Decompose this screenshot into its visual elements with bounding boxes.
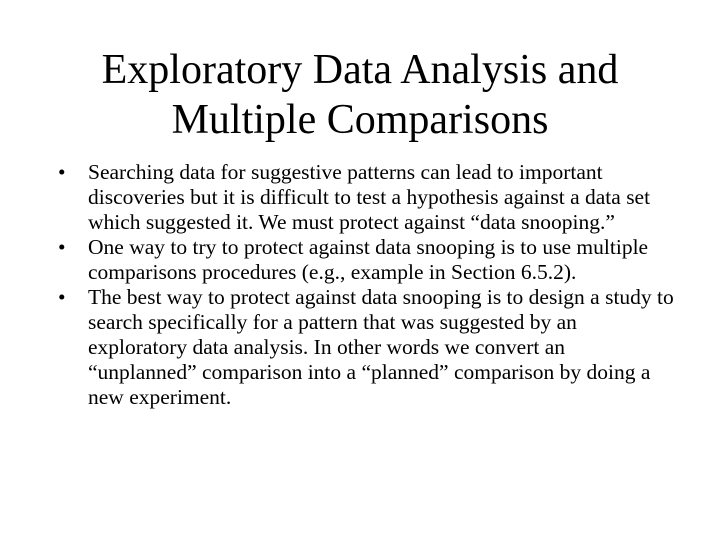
slide-title bbox=[40, 45, 680, 145]
bullet-item-2 bbox=[58, 235, 678, 285]
bullet-text: One way to try to protect against data snooping is to use multiple comparisons procedures (e.g., example in Section 6.5.2). bbox=[88, 235, 649, 284]
bullet-item-3 bbox=[58, 285, 678, 410]
bullet-text: Searching data for suggestive patterns can lead to important discoveries but it is difficult to test a hypothesis against a data set which suggested it. We must protect against “data snooping.” bbox=[88, 160, 651, 234]
bullet-list bbox=[58, 160, 678, 410]
title-line-2: Multiple Comparisons bbox=[171, 97, 549, 143]
bullet-dot-icon: • bbox=[58, 235, 66, 259]
bullet-item-1 bbox=[58, 160, 678, 235]
bullet-dot-icon: • bbox=[58, 285, 66, 309]
bullet-dot-icon: • bbox=[58, 160, 66, 184]
bullet-text: The best way to protect against data snooping is to design a study to search specifically for a pattern that was suggested by an exploratory data analysis. In other words we convert an “unplanned” comparison into a “planned” comparison by doing a new experiment. bbox=[88, 285, 674, 409]
title-line-1: Exploratory Data Analysis and bbox=[101, 47, 619, 93]
